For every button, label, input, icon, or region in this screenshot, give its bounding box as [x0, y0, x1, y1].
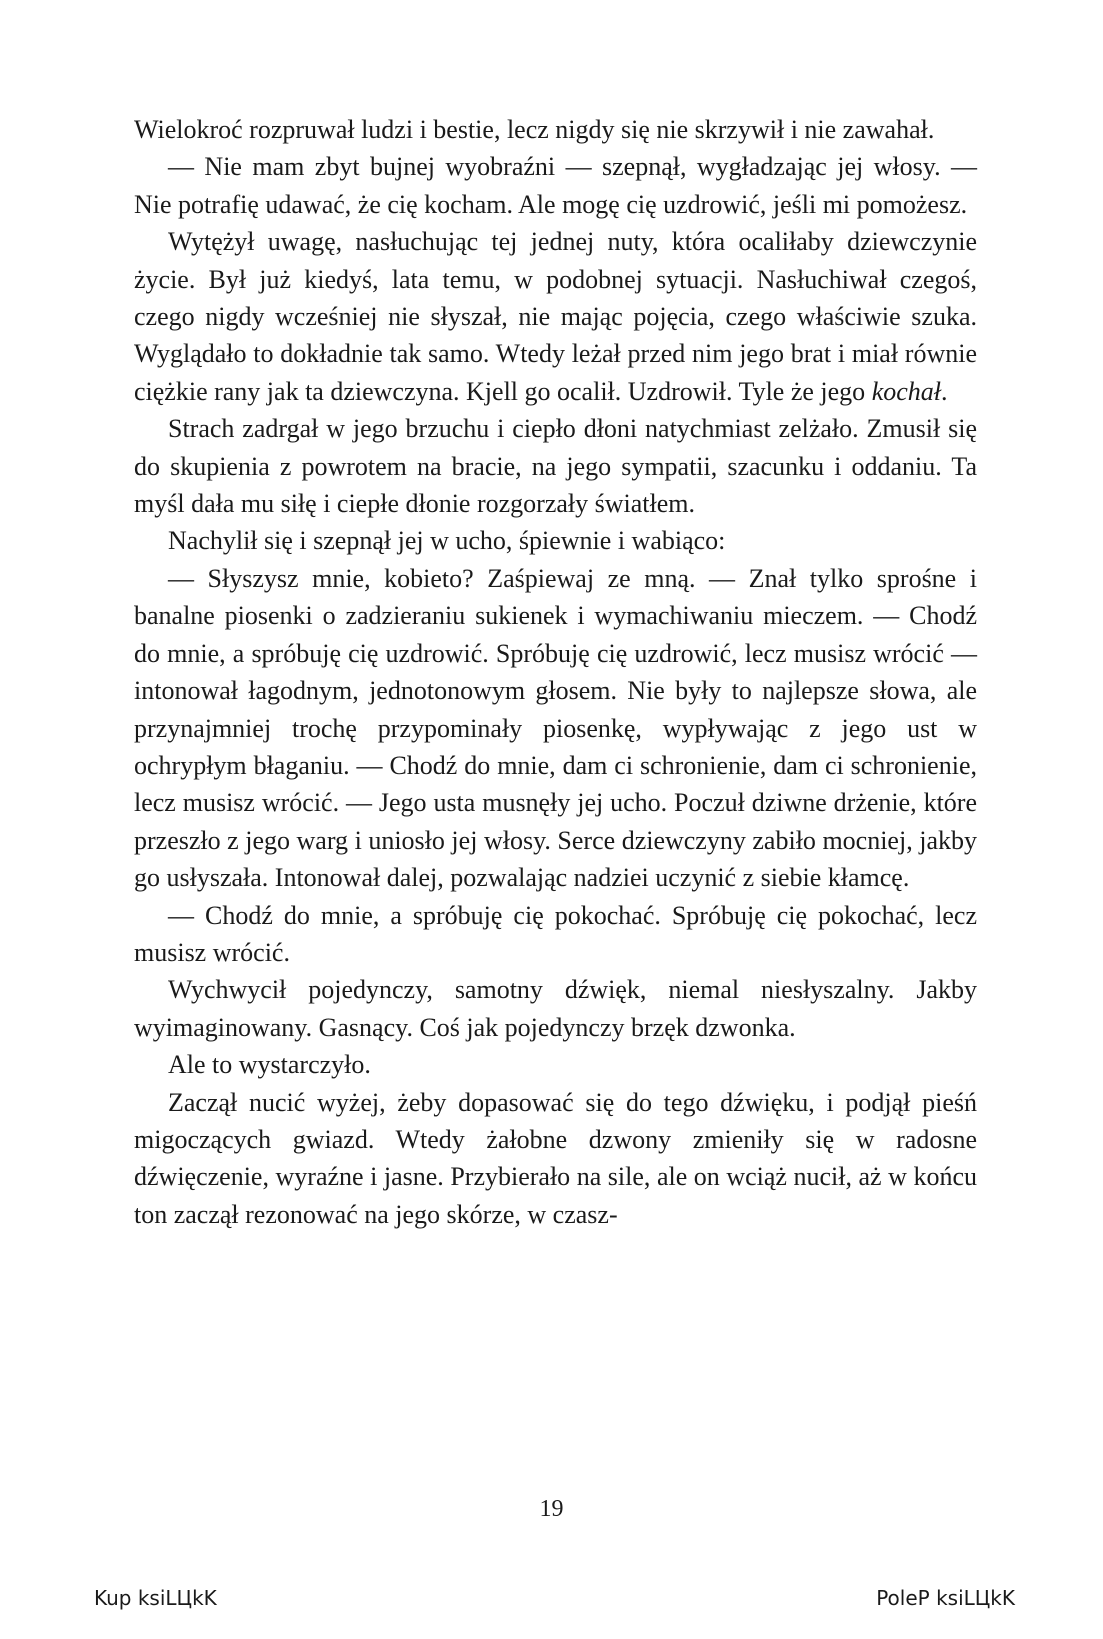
paragraph-3 [134, 223, 977, 410]
paragraph-10: Zaczął nucić wyżej, żeby dopasować się do tego dźwięku, i podjął pieśń migoczących gwiazd. Wtedy żałobne dzwony zmieniły się w radosne dźwięczenie, wyraźne i jasne. Przybierało na sile, ale on wciąż nucił, aż w końcu ton zaczął rezonować na jego skórze, w czasz- [134, 1087, 977, 1229]
page-body-text [134, 111, 977, 1233]
paragraph-2: — Nie mam zbyt bujnej wyobraźni — szepnął, wygładzając jej włosy. — Nie potrafię udawać, że cię kocham. Ale mogę cię uzdrowić, jeśli mi pomożesz. [134, 152, 977, 219]
page-number: 19 [539, 1496, 564, 1522]
paragraph-6: — Słyszysz mnie, kobieto? Zaśpiewaj ze mną. — Znał tylko sprośne i banalne piosenki o zadzieraniu sukienek i wymachiwaniu mieczem. — Chodź do mnie, a spróbuję cię uzdrowić. Spróbuję cię uzdrowić, lecz musisz wrócić — intonował łagodnym, jednotonowym głosem. Nie były to najlepsze słowa, ale przynajmniej trochę przypominały piosenkę, wypływając z jego ust w ochrypłym błaganiu. — Chodź do mnie, dam ci schronienie, dam ci schronienie, lecz musisz wrócić. — Jego usta musnęły jej ucho. Poczuł dziwne drżenie, które przeszło z jego warg i uniosło jej włosy. Serce dziewczyny zabiło mocniej, jakby go usłyszała. Intonował dalej, pozwalając nadziei uczynić z siebie kłamcę. [134, 563, 977, 893]
paragraph-8: Wychwycił pojedynczy, samotny dźwięk, niemal niesłyszalny. Jakby wyimaginowany. Gasnący. Coś jak pojedynczy brzęk dzwonka. [134, 975, 977, 1042]
paragraph-7: — Chodź do mnie, a spróbuję cię pokochać. Spróbuję cię pokochać, lecz musisz wrócić. [134, 900, 977, 967]
paragraph-9: Ale to wystarczyło. [168, 1050, 371, 1080]
paragraph-3-text: Wytężył uwagę, nasłuchując tej jednej nuty, która ocaliłaby dziewczynie życie. Był już kiedyś, lata temu, w podobnej sytuacji. Nasłuchiwał czegoś, czego nigdy wcześniej nie słyszał, nie mając pojęcia, czego właściwie szuka. Wyglądało to dokładnie tak samo. Wtedy leżał przed nim jego brat i miał równie ciężkie rany jak ta dziewczyna. Kjell go ocalił. Uzdrowił. Tyle że jego [134, 227, 977, 406]
paragraph-5: Nachylił się i szepnął jej w ucho, śpiewnie i wabiąco: [168, 526, 726, 556]
buy-book-link[interactable]: Kup ksiLЦkK [94, 1586, 217, 1610]
paragraph-3-end: . [941, 376, 948, 406]
recommend-book-link[interactable]: PoleP ksiLЦkK [876, 1586, 1015, 1610]
paragraph-4: Strach zadrgał w jego brzuchu i ciepło dłoni natychmiast zelżało. Zmusił się do skupienia z powrotem na bracie, na jego sympatii, szacunku i oddaniu. Ta myśl dała mu siłę i ciepłe dłonie rozgorzały światłem. [134, 414, 977, 519]
paragraph-1: Wielokroć rozpruwał ludzi i bestie, lecz nigdy się nie skrzywił i nie zawahał. [134, 115, 935, 144]
paragraph-3-emphasis: kochał [871, 376, 941, 406]
